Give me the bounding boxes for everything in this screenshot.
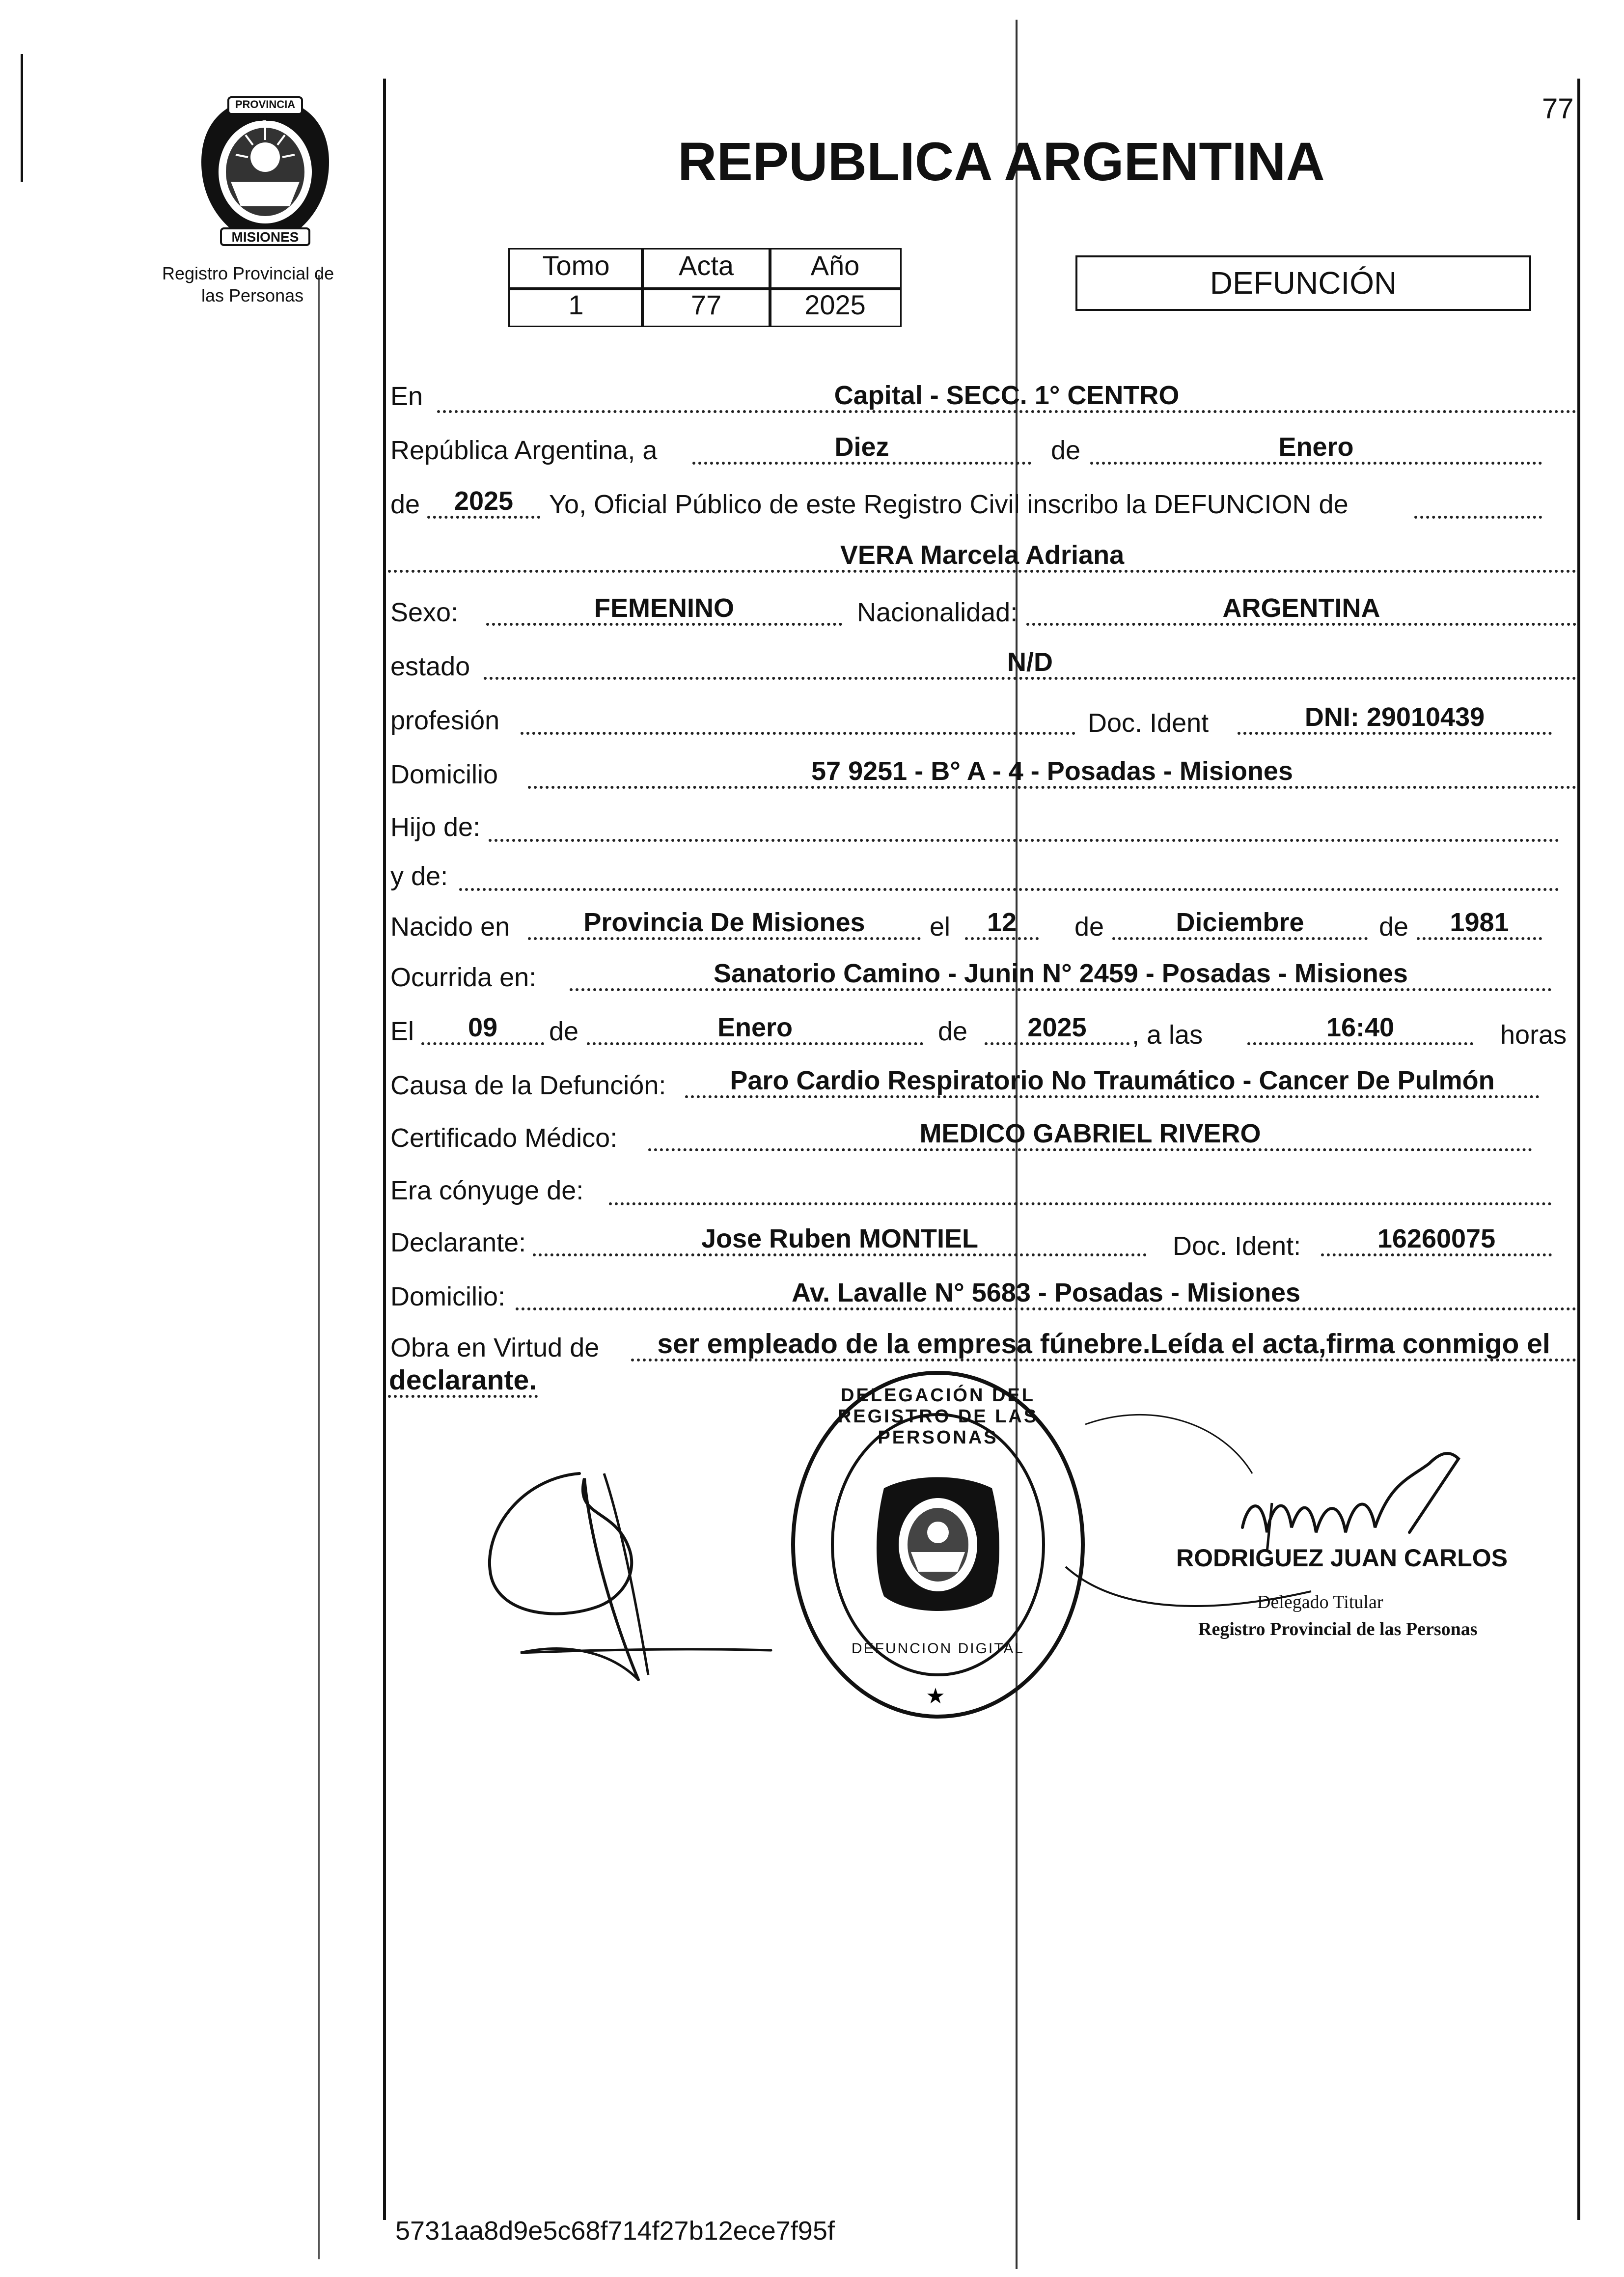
domicilio-label: Domicilio <box>390 760 498 789</box>
obra-label: Obra en Virtud de <box>390 1333 600 1362</box>
fold-line-secondary <box>318 275 320 2259</box>
domicilio-field: 57 9251 - B° A - 4 - Posadas - Misiones <box>528 756 1576 789</box>
record-type-box: DEFUNCIÓN <box>1075 255 1531 311</box>
causa-label: Causa de la Defunción: <box>390 1071 666 1100</box>
de-label-2: de <box>390 490 420 519</box>
declarant-signature <box>462 1459 805 1694</box>
certificado-label: Certificado Médico: <box>390 1123 618 1153</box>
birth-month-field: Diciembre <box>1112 908 1368 940</box>
death-day-field: 09 <box>421 1013 544 1045</box>
doc-ident-field: DNI: 29010439 <box>1238 702 1552 735</box>
stamp-outer-text: DELEGACIÓN DEL REGISTRO DE LAS PERSONAS <box>837 1385 1039 1448</box>
document-hash: 5731aa8d9e5c68f714f27b12ece7f95f <box>395 2216 835 2246</box>
doc-ident-2-label: Doc. Ident: <box>1173 1231 1301 1261</box>
hijo-de-label: Hijo de: <box>390 812 481 842</box>
scan-line-left <box>21 54 23 182</box>
en-label: En <box>390 382 423 411</box>
sexo-field: FEMENINO <box>486 593 842 626</box>
estado-field: N/D <box>484 647 1576 680</box>
day-field: Diez <box>692 432 1031 465</box>
doc-ident-2-field: 16260075 <box>1321 1224 1552 1256</box>
de-label-1: de <box>1051 436 1081 465</box>
left-border-line <box>383 79 386 2220</box>
conyuge-label: Era cónyuge de: <box>390 1176 584 1205</box>
de-label-4: de <box>1379 912 1409 942</box>
conyuge-field <box>609 1173 1552 1205</box>
stamp-inner-text: DEFUNCION DIGITAL <box>851 1640 1025 1657</box>
certificado-field: MEDICO GABRIEL RIVERO <box>648 1119 1532 1151</box>
domicilio-2-field: Av. Lavalle N° 5683 - Posadas - Misiones <box>516 1278 1576 1310</box>
official-name: RODRIGUEZ JUAN CARLOS <box>1176 1544 1508 1572</box>
horas-label: horas <box>1500 1020 1567 1050</box>
profesion-field <box>521 702 1075 735</box>
time-field: 16:40 <box>1247 1013 1473 1045</box>
y-de-field <box>459 859 1559 891</box>
table-cell-anio: 2025 <box>769 287 902 327</box>
svg-text:★: ★ <box>926 1684 945 1709</box>
causa-field: Paro Cardio Respiratorio No Traumático - Cancer De Pulmón <box>685 1066 1540 1098</box>
month-field: Enero <box>1090 432 1542 465</box>
death-month-field: Enero <box>587 1013 923 1045</box>
province-logo <box>192 88 339 250</box>
birth-year-field: 1981 <box>1417 908 1542 940</box>
year-field: 2025 <box>427 486 540 519</box>
page-title: REPUBLICA ARGENTINA <box>678 132 1325 192</box>
el-label: el <box>930 912 951 942</box>
y-de-label: y de: <box>390 861 448 891</box>
official-office: Registro Provincial de las Personas <box>1198 1619 1478 1639</box>
nacido-label: Nacido en <box>390 912 510 942</box>
nacionalidad-field: ARGENTINA <box>1026 593 1576 626</box>
table-header-tomo: Tomo <box>508 248 644 290</box>
table-cell-tomo: 1 <box>508 287 644 327</box>
deceased-name-field: VERA Marcela Adriana <box>388 540 1576 573</box>
right-border-line <box>1577 79 1580 2220</box>
declarante-field: Jose Ruben MONTIEL <box>533 1224 1147 1256</box>
de-label-6: de <box>938 1017 968 1046</box>
hijo-de-field <box>489 809 1559 842</box>
page-number: 77 <box>1542 93 1574 125</box>
registry-name-line1: Registro Provincial de <box>162 263 334 283</box>
ocurrida-field: Sanatorio Camino - Junin N° 2459 - Posadas - Misiones <box>570 959 1552 991</box>
declarante-label: Declarante: <box>390 1228 526 1257</box>
a-las-label: , a las <box>1132 1020 1203 1050</box>
de-label-3: de <box>1074 912 1104 942</box>
de-label-5: de <box>549 1017 579 1046</box>
profesion-label: profesión <box>390 706 500 735</box>
republica-label: República Argentina, a <box>390 436 658 465</box>
el-date-label: El <box>390 1017 414 1046</box>
obra-field-line2: declarante. <box>388 1365 538 1398</box>
table-header-acta: Acta <box>641 248 771 290</box>
oficial-text: Yo, Oficial Público de este Registro Civil inscribo la DEFUNCION de <box>549 490 1349 519</box>
death-year-field: 2025 <box>985 1013 1129 1045</box>
birth-day-field: 12 <box>965 908 1039 940</box>
nacido-field: Provincia De Misiones <box>528 908 921 940</box>
registry-stamp <box>786 1365 1090 1724</box>
obra-field-line1: ser empleado de la empresa fúnebre.Leída el acta,firma conmigo el <box>631 1329 1576 1361</box>
sexo-label: Sexo: <box>390 598 459 627</box>
nacionalidad-label: Nacionalidad: <box>857 598 1018 627</box>
doc-ident-label: Doc. Ident <box>1088 708 1209 738</box>
logo-text-top: PROVINCIA DE <box>235 98 296 123</box>
defuncion-de-field <box>1414 486 1542 519</box>
registry-name-line2: las Personas <box>201 285 304 305</box>
table-header-anio: Año <box>769 248 902 290</box>
official-role: Delegado Titular <box>1257 1592 1383 1612</box>
estado-label: estado <box>390 652 470 681</box>
logo-text-bottom: MISIONES <box>231 229 299 245</box>
table-cell-acta: 77 <box>641 287 771 327</box>
domicilio-2-label: Domicilio: <box>390 1282 506 1311</box>
ocurrida-label: Ocurrida en: <box>390 963 537 992</box>
en-field: Capital - SECC. 1° CENTRO <box>437 381 1576 413</box>
